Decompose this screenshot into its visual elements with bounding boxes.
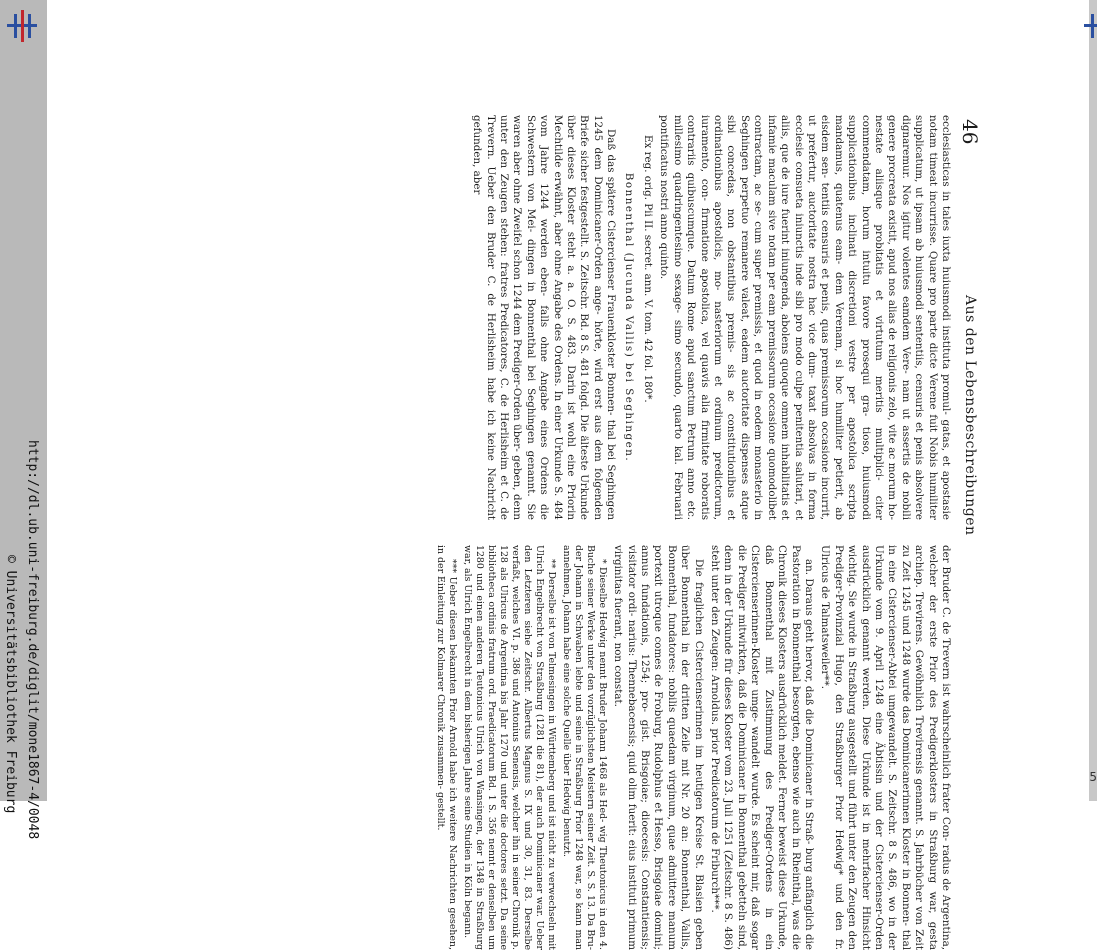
source-reference: Ex reg. orig. Pii II. secret. ann. V. tom. 42 fol. 180*. — [642, 135, 655, 403]
edge-number: 5 — [1089, 770, 1097, 784]
page-header — [954, 115, 982, 775]
footnote-2: ** Derselbe ist von Telmesingen in Württemberg und ist nicht zu verwechseln mit Ulrich Engelbrecht von Straßburg (1281 die 81), der auch Dominicaner war. Ueber den Letzteren siehe Zeitschr. Albertus Magnus S. IX und 30, 31, 83. Derselbe verfaßt, welches VI. p. 386 und Antonius Senensis, welcher ihn in seiner Chronik p. 128 als Ulricus de Argentina bis Jahr 1270 und unter die doctores setzt. Da seine bibliotheca ordinis fratrum ord. Praedicatorum Bd. 1 S. 356 nennt er denselben um 1280 und einen anderen Teutonicus Ulrich von Wansingen, der 1348 in Straßburg war, als Ulrich Engelbrecht in dem bisherigen Jahre seine Studien in Köln begann. — [461, 545, 557, 950]
left-column — [467, 115, 952, 520]
footnote-3: *** Ueber diesen bekannten Prior Arnold habe ich weitere Nachrichten gesehen, in der Einleitung zur Kolmarer Chronik zusammen- gestellt. — [434, 545, 458, 950]
section-paragraph: Daß das spätere Cistercienser Frauenkloster Bonnen- thal bei Seghingen 1245 dem Dominicaner-Orden ange- hörte, wird erst aus dem folgenden Briefe sicher festgestellt. S. Zeitschr. Bd. 8 S. 481 folgd. Die älteste Urkunde über dieses Kloster steht a. a. O. S. 483. Darin ist wohl eine Priorin Mechtilde erwähnt, aber ohne Angabe des Ordens. In einer Urkunde S. 484 vom Jahre 1244 werden eben- falls ohne Angabe eines Ordens die Schwestern von Mei- dingen in Bonnenthal bei Seghingen genannt. Sie waren aber ohne Zweifel schon 1244 dem Prediger-Orden über- geben, denn unter den Zeugen stehen: fratres Predicatores, C. de Herlisheim et C. de Trevern. Ueber den Bruder C. de Herlisheim habe ich keine Nachricht gefunden, aber — [471, 115, 618, 520]
scanned-page — [147, 115, 1097, 950]
copyright-notice: © Universitätsbibliothek Freiburg — [3, 555, 18, 814]
paragraph: der Bruder C. de Trevern ist wahrscheinlich frater Con- radus de Argentina, welcher der erste Prior des Predigerklosters in Straßburg war, gesta archiep. Trevirens. Gewöhnlich Trevirensis genannt. S. Jahrbücher von Zeit zu Zeit 1245 und 1248 wurde das Dominicanerinnen Kloster in Bonnen- thal in eine Cistercienser-Abtei umgewandelt. S. Zeitschr. 8 S. 486, wo in der Urkunde vom 9. April 1248 eine Äbtissin und der Cistercienser-Orden ausdrücklich genannt werden. Diese Urkunde ist in mehrfacher Hinsicht wichtig. Sie wurde in Straßburg ausgestellt und führt unter den Zeugen den Prediger-Provinzial Hugo, den Straßburger Prior Hedwig* und den fr. Ulricus de Talmatsweiler**. — [819, 545, 952, 950]
running-head: Aus den Lebensbeschreibungen — [962, 295, 978, 536]
document-url[interactable]: http://dl.ub.uni-freiburg.de/diglit/mone1867-4/0048 — [25, 440, 40, 840]
right-column — [431, 545, 952, 950]
library-logo-icon — [1079, 6, 1097, 46]
section-title: Bonnenthal (Jucunda Vallis) bei Seghingen. — [622, 172, 635, 463]
viewer-sidebar — [0, 0, 47, 840]
page-number: 46 — [958, 119, 982, 145]
rotated-page-content — [147, 115, 982, 950]
footnote-1: * Dieselbe Hedwig nennt Bruder Johann 1468 als Hed- wig Theutonicus in den 4. Buche seiner Werke unter den vorzüglichsten Meistern seiner Zeit. S. S. 13. Da Bru- der Johann in Schwaben lebte und seine in Straßburg Prior 1248 war, so kann man annehmen, Johann habe eine solche Quelle über Hedwig benutzt. — [560, 545, 608, 950]
paragraph: an. Daraus geht hervor, daß die Dominicaner in Straß- burg anfänglich die Pastoration in Bonnenthal besorgten, ebenso wie auch in Rheinthal, was die Chronik dieses Klosters ausdrücklich meldet. Ferner beweist diese Urkunde, daß Bonnenthal mit Zustimmung des Prediger-Ordens in ein Cistercienserinnen-Kloster umge- wandelt wurde. Es scheint mir, daß sogar die Prediger mitwirkten, daß die Dominicaner in Bonnenthal gebetteln sind, denn in der Urkunde für dieses Kloster vom 23. Juli 1251 (Zeitschr. 8 S. 486) steht unter den Zeugen: Arnoldus. prior Predicatorum de Friburch***. — [709, 545, 815, 950]
paragraph: Die fraglichen Cistercienserinnen im heutigen Kreise St. Blasien geben über Bonnenthal in der dritten Zeile mit Nr. 20 an: Bonnenthal, Vallis, Bonnenthal, fundatores: nobilis quaedam virginum, quae admittere manum portexit utroque comes de Froburg, Rudolphus et Hesso, Brisgoiae domini; annus fundationis, 1254; pro- gist. Brisgoiae; dioecesis: Constantiensis; visitator ordi- narius: Thennebacensis; quid olim fuerit: eius instituti primum virginitas fuerant, non constat. — [612, 545, 705, 950]
latin-letter-text: ecclesiasticas in tales iuxta huiusmodi instituta promul- gatas, et apostasie notam timeat incurrisse. Quare pro parte dicte Verene fuit Nobis humiliter supplicatum, ut ipsam ab huiusmodi sententiis, censuris et penis absolvere dignaremur. Nos igitur volentes eamdem Vere- nam ut assertis de nobili genere procreata existit, apud nos alias de religionis zelo, vite ac morum ho- nestate aliisque probitatis et virtutum meritis multiplici- citer commendatam, horum intuitu favore prosequi gra- tioso, huiusmodi supplicationibus inclinati discretioni vestre per apostolica scripta mandamus, quatenus eam- dem Verenam, si hoc humiliter petierit, ab eisdem sen- tentiis censuris et penis, quas premissorum occasione incurrit, ut prefertur, auctoritate nostra hac vice dum- taxat absolvas in forma ecclesie consueta iniunctis inde sibi pro modo culpe penitentia salutari, et aliis, que de iure fuerint iniungenda, abolens quoque omnem inhabilitatis et infamie maculam sive notam per eam premissorum occasione quomodolibet contractam, ac se- cum super premissis, et quod in eodem monasterio in Seghingen perpetuo remanere valeat, eadem auctoritate dispenses atque sibi concedas, non obstantibus premis- sis ac constitutionibus et ordinationibus apostolicis, mo- nasteriorum et ordinum predictorum, iuramento, con- firmatione apostolica, vel quavis alia firmitate roboratis contrariis quibuscumque. Datum Rome apud sanctum Petrum anno etc. millesimo quadringentesimo sexage- simo secundo, quarto kal. Februarii pontificatus nostri anno quinto. — [658, 115, 952, 520]
